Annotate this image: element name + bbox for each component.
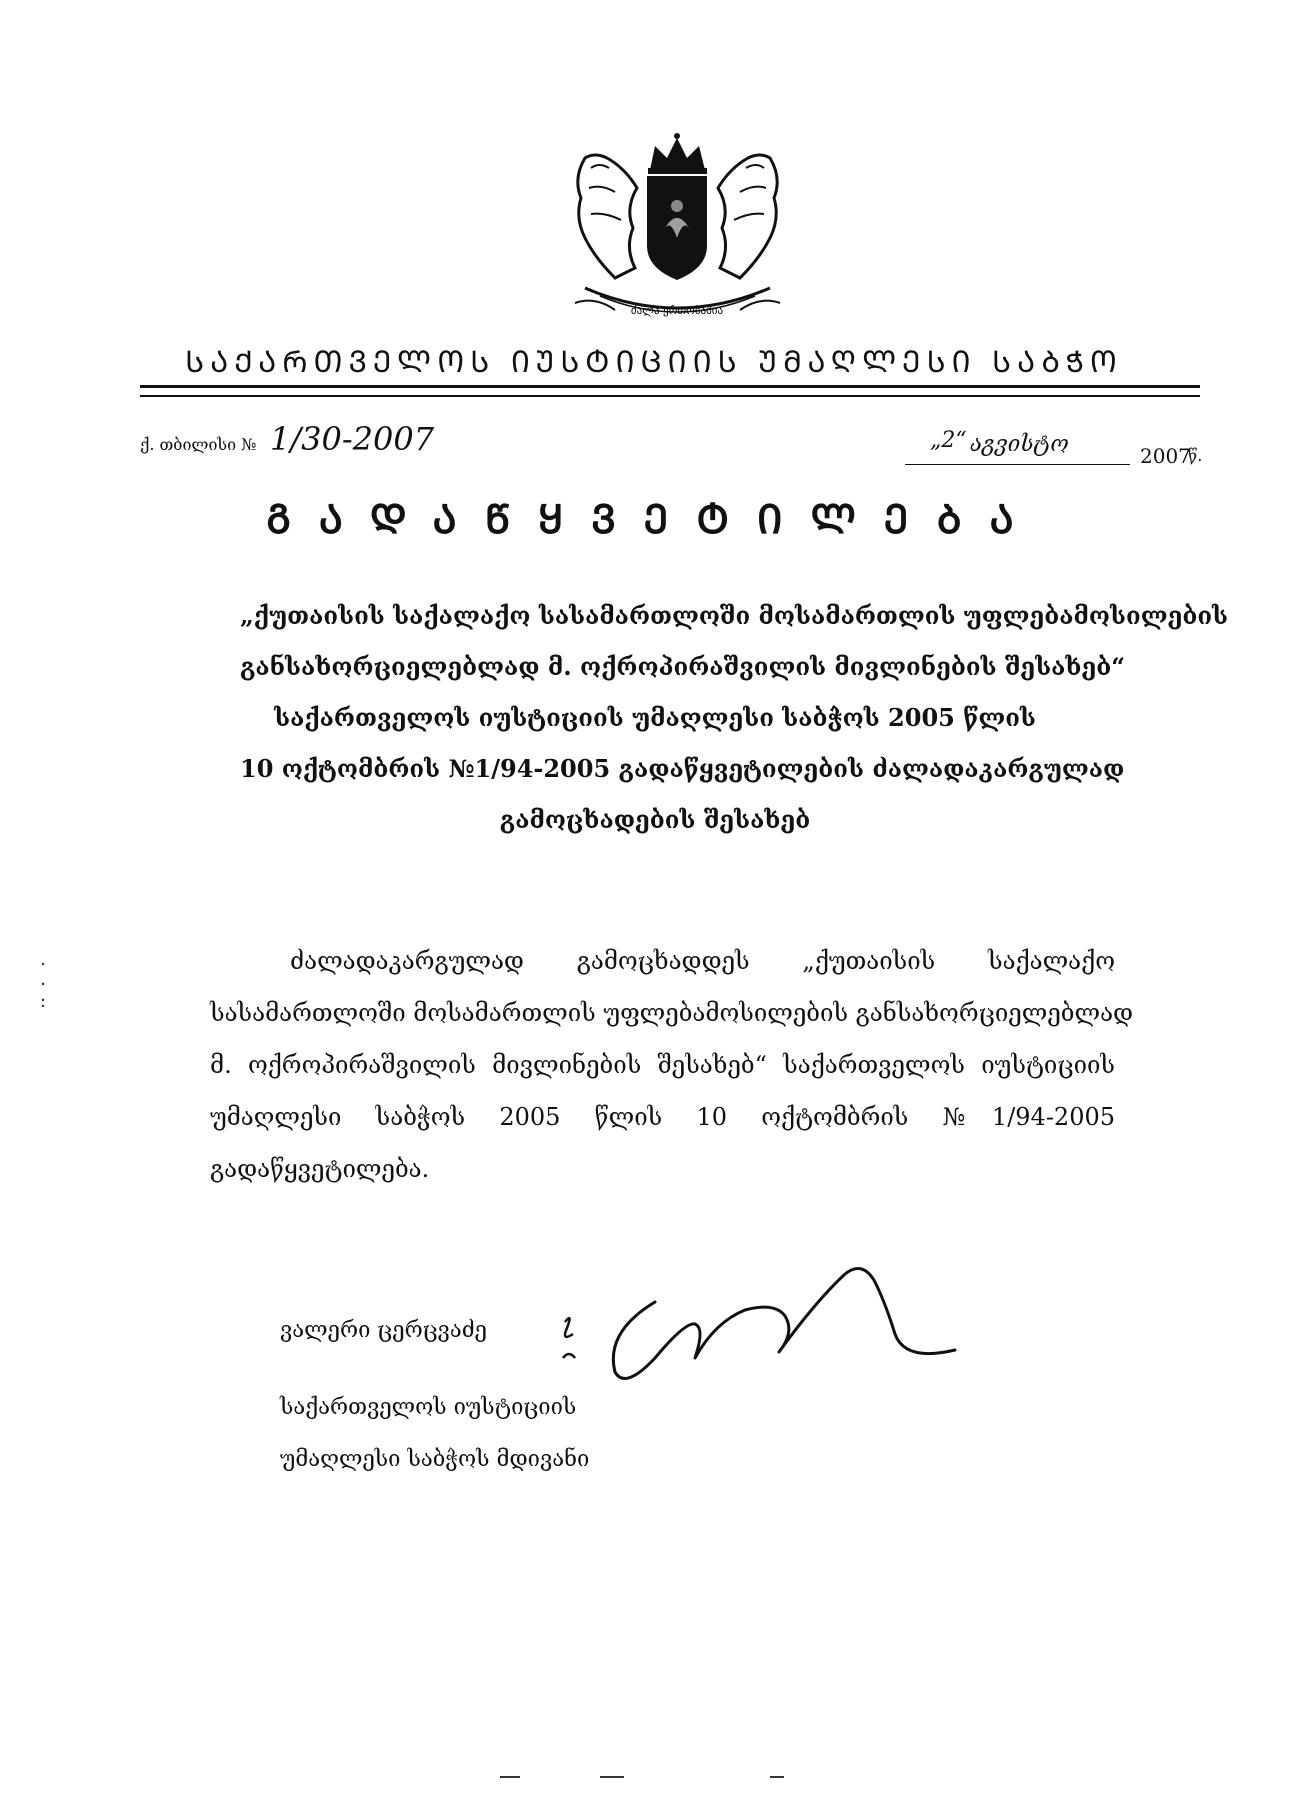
decision-subject (240, 590, 1229, 845)
emblem-motto: ძალა ერთობაშია (630, 304, 724, 317)
organization-title: ᲡᲐᲥᲐᲠᲗᲕᲔᲚᲝᲡ ᲘᲣᲡᲢᲘᲪᲘᲘᲡ ᲣᲛᲐᲦᲚᲔᲡᲘ ᲡᲐᲑᲭᲝ (185, 345, 1123, 380)
signatory-role-line2: უმაღლესი საბჭოს მდივანი (280, 1447, 590, 1472)
date-suffix: წ. (1188, 446, 1203, 465)
handwritten-signature (545, 1262, 975, 1392)
subject-line: „ქუთაისის საქალაქო სასამართლოში მოსამართლის უფლებამოსილების (240, 601, 1229, 630)
body-line: უმაღლესი საბჭოს 2005 წლის 10 ოქტომბრის №1/94-2005 (210, 1103, 1115, 1131)
margin-marks (40, 960, 46, 1020)
body-line: ძალადაკარგულად გამოცხადდეს „ქუთაისის საქალაქო (290, 947, 1115, 975)
header-rule-top (140, 385, 1200, 388)
subject-line: გამოცხადების შესახებ (499, 805, 811, 834)
signatory-role-line1: საქართველოს იუსტიციის (280, 1395, 577, 1420)
scan-edge-marks (480, 1772, 880, 1782)
document-title: ᲒᲐᲓᲐᲬᲧᲕᲔᲢᲘᲚᲔᲑᲐ (266, 496, 1042, 543)
subject-line: საქართველოს იუსტიციის უმაღლესი საბჭოს 2005 წლის (274, 703, 1036, 732)
signatory-name: ვალერი ცერცვაძე (280, 1318, 487, 1343)
coat-of-arms-emblem (555, 128, 800, 326)
date-year: 2007 (1140, 444, 1191, 468)
date-day: „2“ (930, 428, 967, 453)
document-number: 1/30-2007 (270, 420, 435, 458)
body-line: სასამართლოში მოსამართლის უფლებამოსილების განსახორციელებლად (210, 999, 1134, 1027)
subject-line: 10 ოქტომბრის №1/94-2005 გადაწყვეტილების ძალადაკარგულად (240, 754, 1125, 783)
header-rule-bottom (140, 395, 1200, 397)
subject-line: განსახორციელებლად მ. ოქროპირაშვილის მივლინების შესახებ“ (240, 652, 1126, 681)
place-label: ქ. თბილისი № (140, 435, 257, 454)
date-month: აგვისტო (970, 432, 1069, 457)
body-line: მ. ოქროპირაშვილის მივლინების შესახებ“ საქართველოს იუსტიციის (210, 1051, 1115, 1079)
date-underline (905, 464, 1130, 465)
decision-body (210, 935, 1134, 1195)
body-line: გადაწყვეტილება. (210, 1155, 430, 1183)
